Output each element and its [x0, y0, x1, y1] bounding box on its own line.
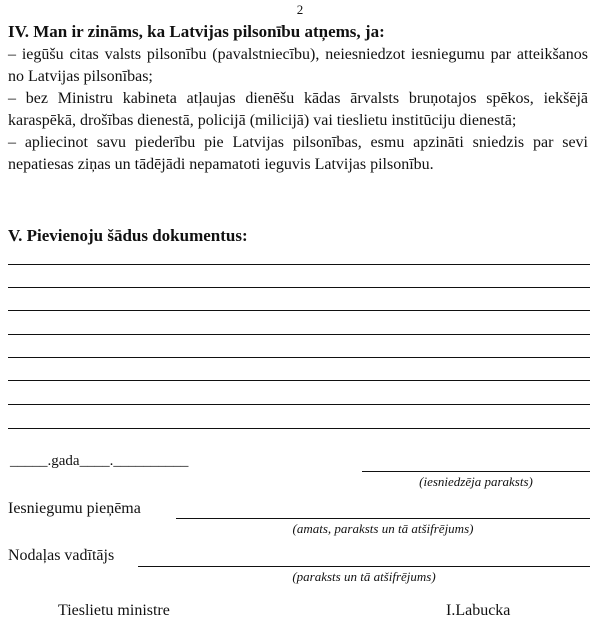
signature-caption: (iesniedzēja paraksts)	[419, 474, 533, 489]
head-of-dept-line[interactable]	[138, 566, 590, 567]
section-v-heading: V. Pievienoju šādus dokumentus:	[8, 226, 248, 245]
section-iv-item: – bez Ministru kabineta atļaujas dienēšu kādas ārvalsts bruņotajos spēkos, iekšējā karaspēkā, drošības dienestā, policijā (milicijā) vai tieslietu institūciju dienestā;	[8, 90, 588, 129]
page-number: 2	[296, 2, 304, 17]
section-iv-item: – apliecinot savu piederību pie Latvijas pilsonības, esmu apzināti sniedzis par sevi nepatiesas ziņas un tādējādi nepamatoti ieguvis Latvijas pilsonību.	[8, 134, 588, 173]
document-line[interactable]	[8, 310, 590, 311]
date-gada-label: .gada	[47, 453, 80, 469]
signature-line[interactable]	[362, 471, 590, 472]
date-dot: .	[109, 453, 114, 469]
document-line[interactable]	[8, 287, 590, 288]
date-month-blank[interactable]: ____	[79, 453, 110, 469]
document-line[interactable]	[8, 428, 590, 429]
head-of-dept-label: Nodaļas vadītājs	[8, 547, 115, 564]
accepted-caption: (amats, paraksts un tā atšifrējums)	[292, 521, 474, 536]
date-field[interactable]	[10, 453, 188, 470]
date-year-blank[interactable]: __________	[113, 453, 189, 469]
section-iv-item: – iegūšu citas valsts pilsonību (pavalstniecību), neiesniedzot iesniegumu par atteikšanos no Latvijas pilsonības;	[8, 46, 588, 85]
document-line[interactable]	[8, 334, 590, 335]
document-line[interactable]	[8, 264, 590, 265]
accepted-label: Iesniegumu pieņēma	[8, 500, 141, 517]
minister-title: Tieslietu ministre	[58, 602, 170, 619]
head-of-dept-caption: (paraksts un tā atšifrējums)	[292, 569, 436, 584]
minister-name: I.Labucka	[446, 602, 511, 619]
section-iv-list	[8, 44, 588, 176]
accepted-line[interactable]	[176, 518, 590, 519]
section-iv-heading: IV. Man ir zināms, ka Latvijas pilsonību atņems, ja:	[8, 22, 385, 41]
document-line[interactable]	[8, 357, 590, 358]
document-line[interactable]	[8, 380, 590, 381]
date-day-blank[interactable]: _____	[10, 453, 48, 469]
document-line[interactable]	[8, 404, 590, 405]
